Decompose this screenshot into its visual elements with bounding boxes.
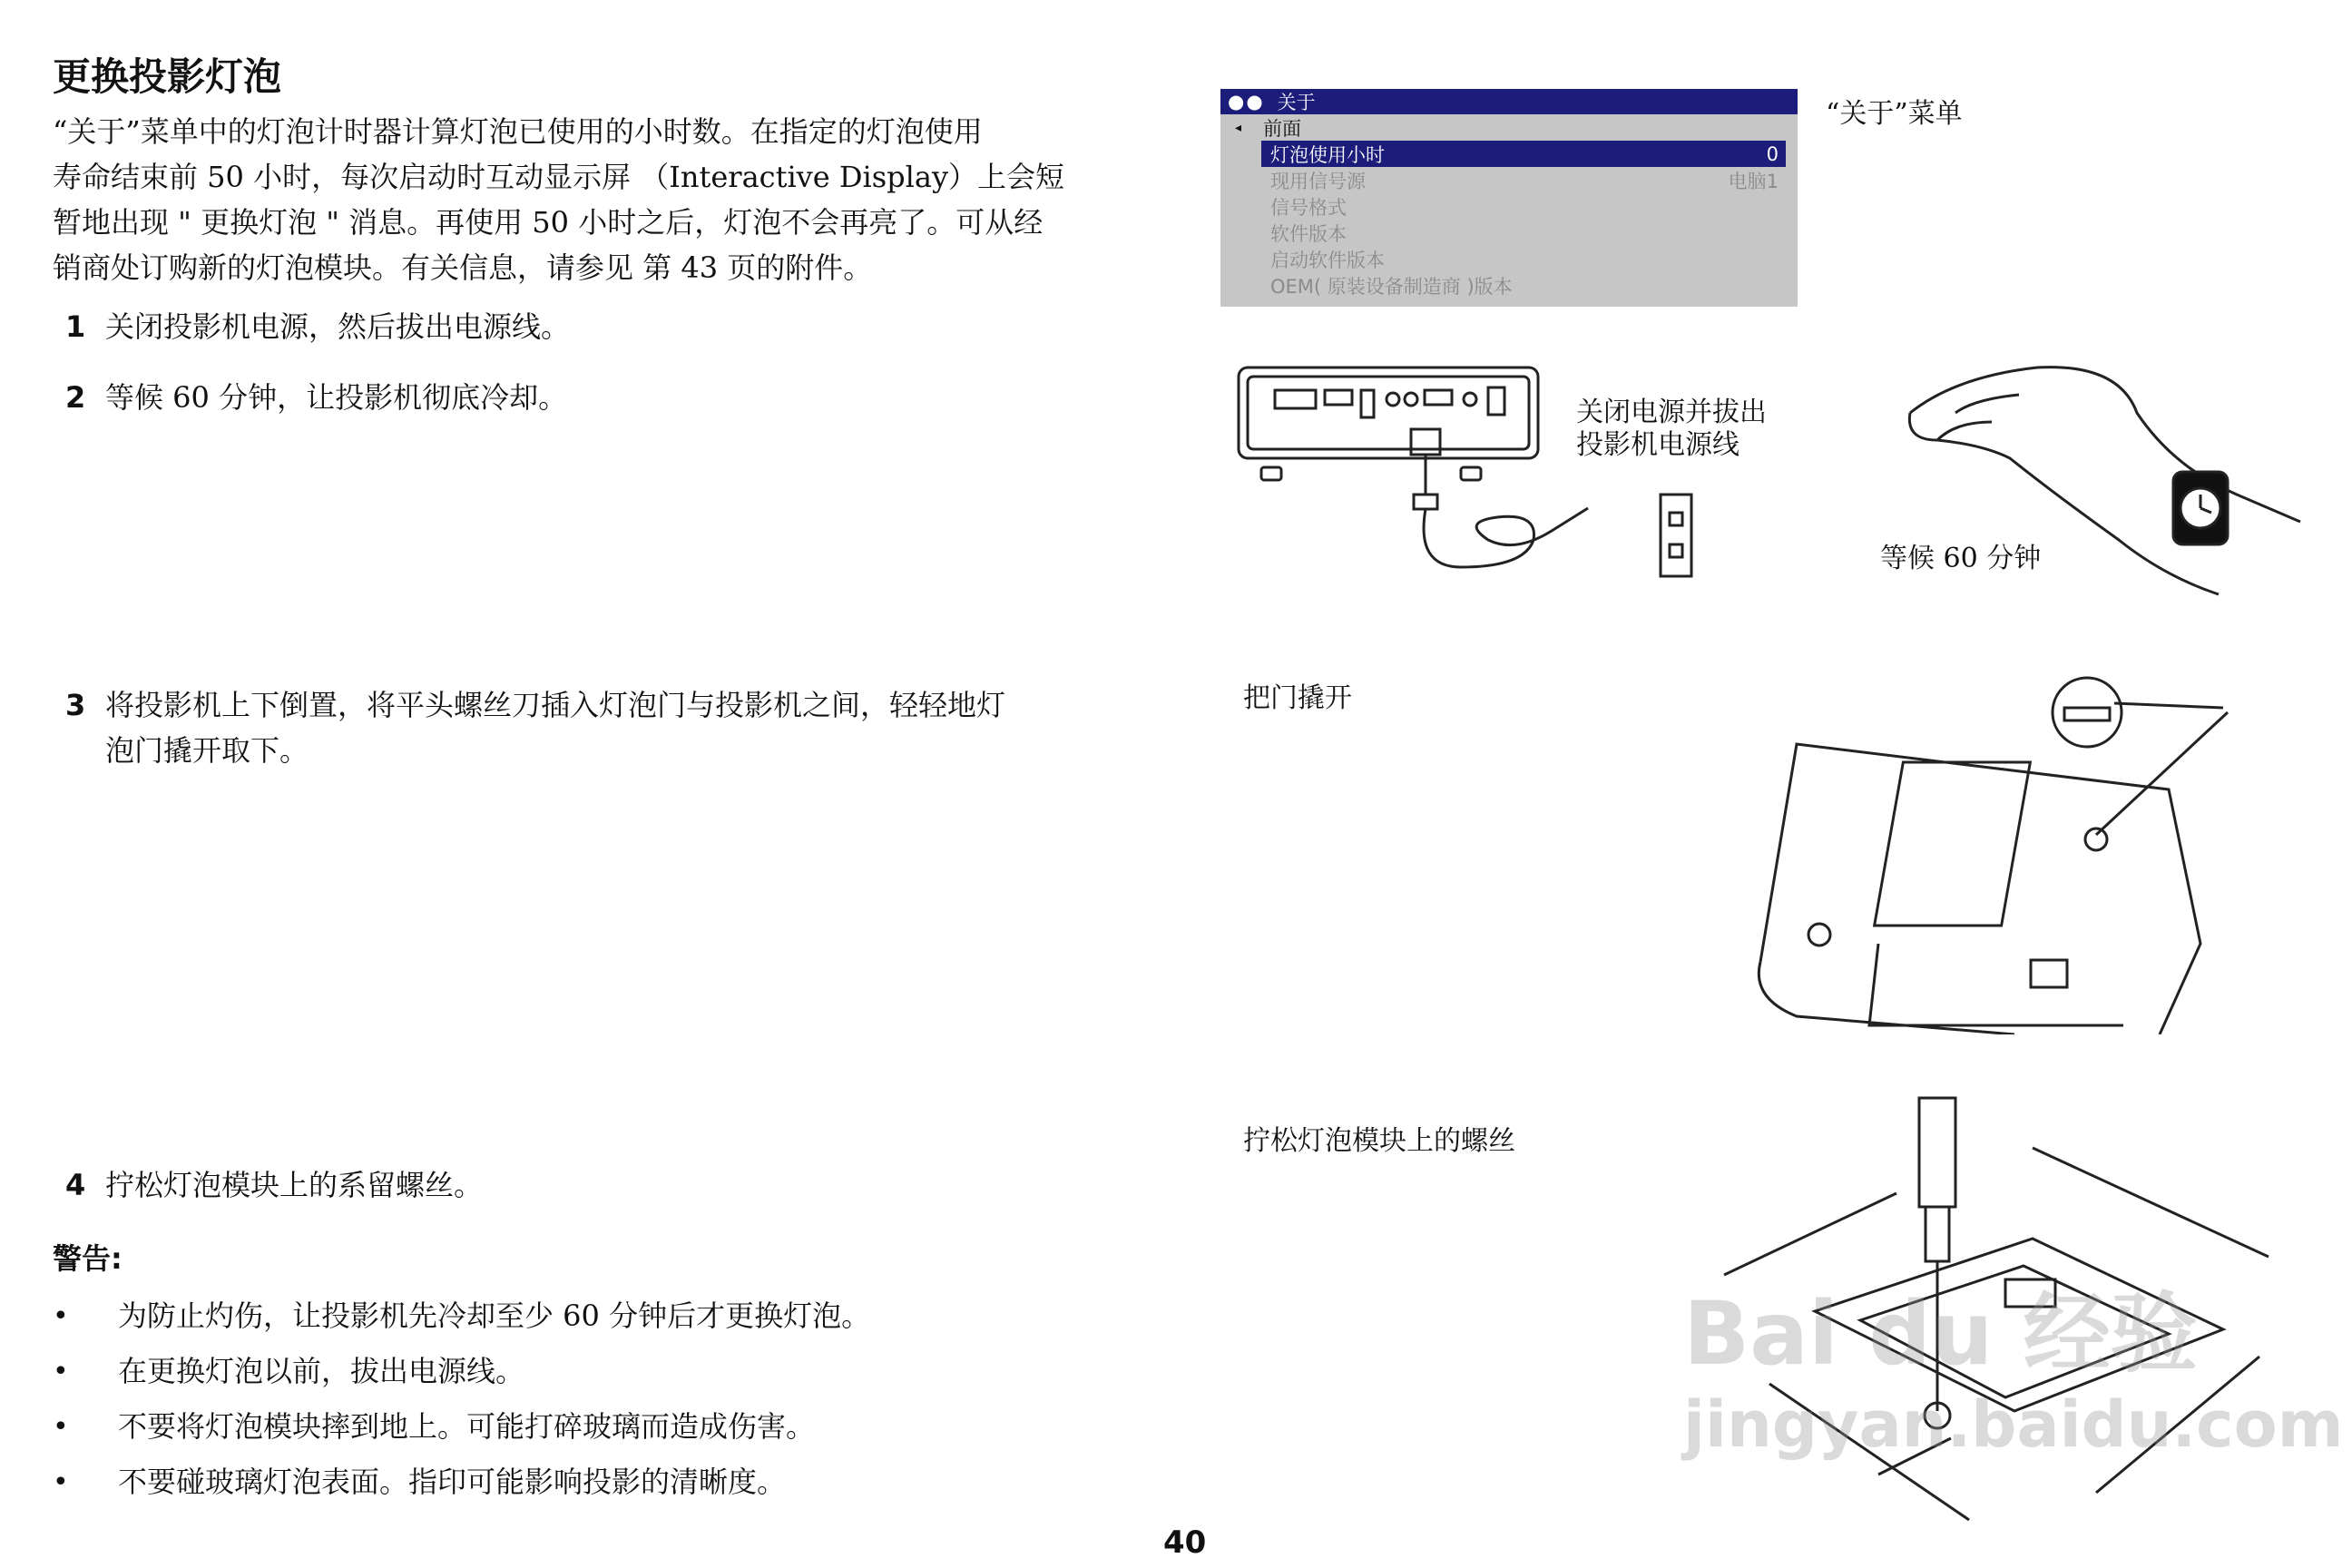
back-arrow-icon: ◂: [1235, 120, 1242, 135]
warning-text: 在更换灯泡以前，拔出电源线。: [118, 1354, 525, 1388]
menu-item-label: OEM( 原装设备制造商 )版本: [1270, 275, 1513, 298]
projector-power-illustration: [1225, 358, 1724, 594]
menu-item-software-version: [1220, 220, 1786, 246]
warning-item: [53, 1289, 870, 1344]
menu-item-label: 信号格式: [1270, 196, 1347, 219]
intro-paragraph: [53, 109, 1151, 290]
intro-line: 暂地出现 " 更换灯泡 " 消息。再使用 50 小时之后，灯泡不会再亮了。可从经: [53, 205, 1044, 240]
watermark-line: jingyan.baidu.com: [1683, 1387, 2344, 1462]
step-text-continued: 泡门撬开取下。: [105, 733, 309, 768]
warning-list: [53, 1289, 870, 1510]
pry-caption: 把门撬开: [1243, 682, 1352, 714]
about-menu-screenshot: [1220, 89, 1798, 307]
step-text: 等候 60 分钟，让投影机彻底冷却。: [105, 380, 568, 415]
intro-line: 销商处订购新的灯泡模块。有关信息，请参见 第 43 页的附件。: [53, 250, 873, 285]
warning-text: 为防止灼伤，让投影机先冷却至少 60 分钟后才更换灯泡。: [118, 1298, 871, 1333]
menu-dots-icon: ●●: [1228, 91, 1265, 113]
step-number: 4: [65, 1168, 86, 1202]
warning-text: 不要将灯泡模块摔到地上。可能打碎玻璃而造成伤害。: [118, 1409, 816, 1444]
menu-item-value: 电脑1: [1728, 170, 1779, 192]
menu-title: 关于: [1277, 92, 1316, 113]
power-caption-line: 关闭电源并拔出: [1576, 397, 1767, 428]
bullet-icon: •: [53, 1411, 69, 1443]
watermark-line: Bai du 经验: [1683, 1283, 2198, 1385]
step-text: 拧松灯泡模块上的系留螺丝。: [105, 1168, 484, 1202]
menu-header: [1220, 89, 1798, 114]
intro-line: 寿命结束前 50 小时，每次启动时互动显示屏 （Interactive Display）上会短: [53, 160, 1065, 194]
step-number: 2: [65, 380, 86, 415]
pry-door-illustration: [1742, 671, 2250, 1034]
warning-title: 警告:: [53, 1241, 122, 1276]
page-number: 40: [1163, 1524, 1207, 1561]
menu-item-label: 启动软件版本: [1270, 249, 1385, 271]
bullet-icon: •: [53, 1466, 69, 1498]
step-number: 3: [65, 688, 86, 722]
step-number: 1: [65, 309, 86, 344]
warning-item: [53, 1344, 870, 1399]
menu-item-label: 现用信号源: [1270, 170, 1366, 192]
loosen-caption: 拧松灯泡模块上的螺丝: [1243, 1125, 1515, 1157]
step-text: 将投影机上下倒置，将平头螺丝刀插入灯泡门与投影机之间，轻轻地灯: [105, 688, 1006, 722]
step-3: [65, 682, 1154, 773]
warning-text: 不要碰玻璃灯泡表面。指印可能影响投影的清晰度。: [118, 1465, 787, 1499]
step-text: 关闭投影机电源，然后拔出电源线。: [105, 309, 571, 344]
step-4: [65, 1162, 1154, 1208]
page-title: 更换投影灯泡: [53, 54, 282, 99]
menu-item-oem-version: [1220, 272, 1786, 299]
wait-caption: 等候 60 分钟: [1880, 543, 2042, 574]
menu-item-active-source: [1220, 167, 1786, 193]
menu-item-boot-version: [1220, 246, 1786, 272]
menu-back-item: [1220, 114, 1798, 141]
menu-item-label: 灯泡使用小时: [1270, 143, 1385, 166]
bullet-icon: •: [53, 1300, 69, 1332]
step-2: [65, 375, 1154, 420]
power-caption: [1576, 397, 1767, 462]
warning-item: [53, 1399, 870, 1455]
menu-item-signal-format: [1220, 193, 1786, 220]
watermark-logo: [1683, 1283, 2344, 1470]
warning-item: [53, 1455, 870, 1510]
power-caption-line: 投影机电源线: [1576, 429, 1740, 461]
step-1: [65, 304, 1154, 349]
menu-back-label: 前面: [1263, 117, 1302, 140]
bullet-icon: •: [53, 1356, 69, 1387]
intro-line: “关于”菜单中的灯泡计时器计算灯泡已使用的小时数。在指定的灯泡使用: [53, 114, 983, 149]
menu-caption: “关于”菜单: [1826, 98, 1963, 130]
menu-item-lamp-hours: [1261, 141, 1786, 167]
menu-item-value: 0: [1766, 142, 1779, 165]
menu-item-label: 软件版本: [1270, 222, 1347, 245]
